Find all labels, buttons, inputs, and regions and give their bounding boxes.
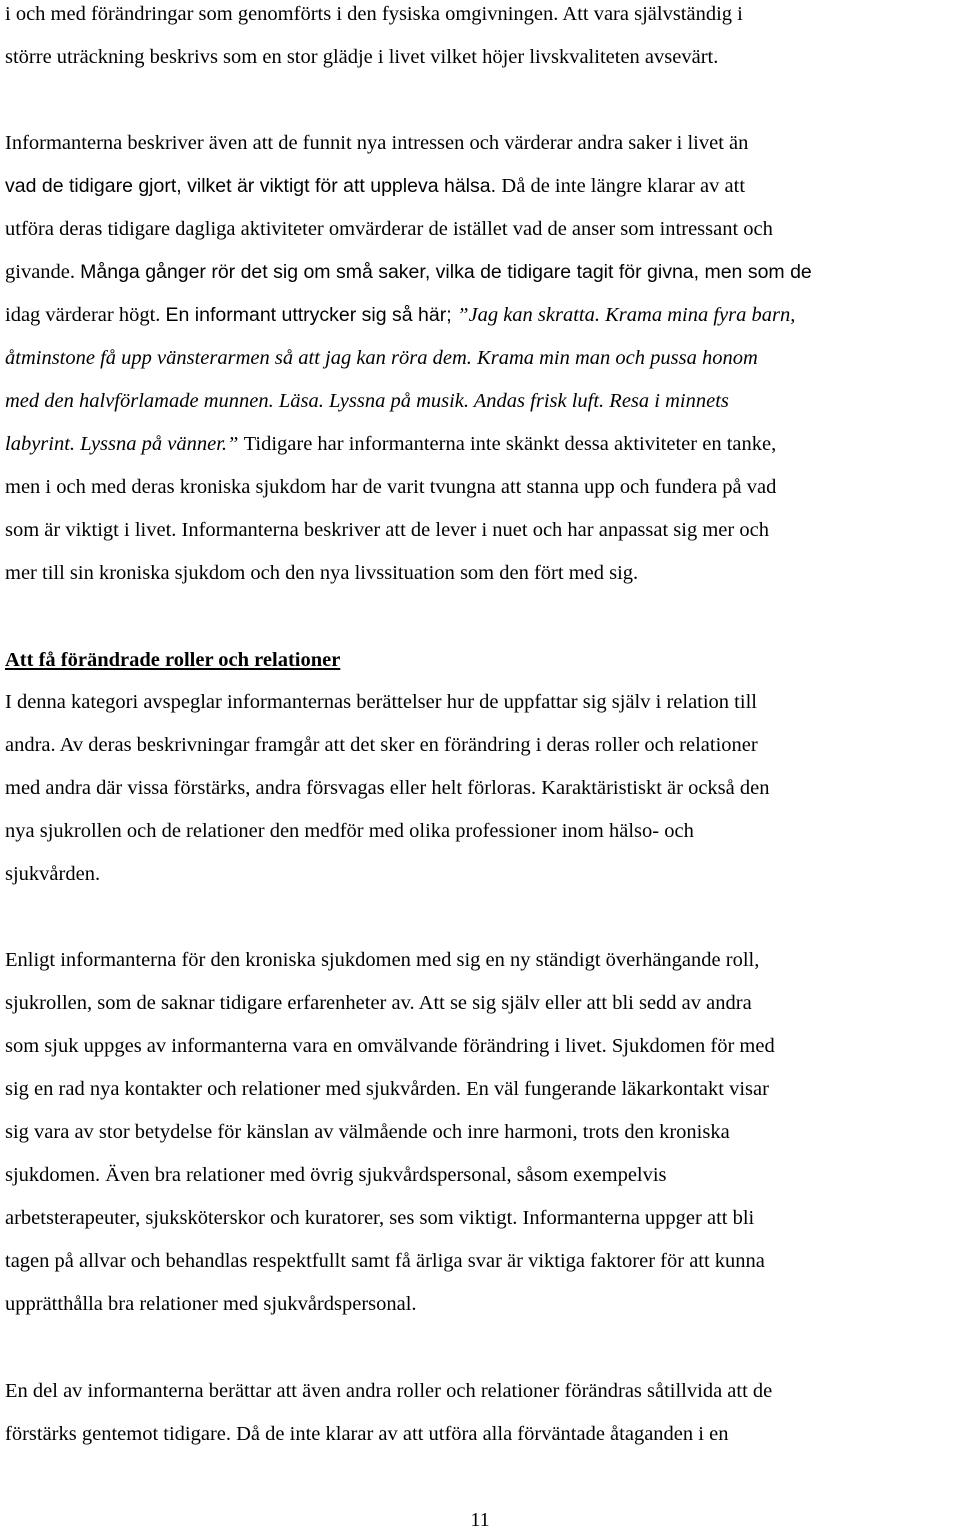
text-run: åtminstone få upp vänsterarmen så att jag kan röra dem. Krama min man och pussa honom: [5, 347, 758, 369]
text-run: sig en rad nya kontakter och relationer med sjukvården. En väl fungerande läkarkontakt visar: [5, 1078, 769, 1100]
text-line: [5, 561, 638, 585]
text-line: [5, 389, 729, 413]
text-line: [5, 1292, 417, 1316]
text-run: andra. Av deras beskrivningar framgår att det sker en förändring i deras roller och relationer: [5, 734, 758, 756]
text-run: Informanterna beskriver även att de funnit nya intressen och värderar andra saker i livet än: [5, 132, 749, 154]
text-run: sjukrollen, som de saknar tidigare erfarenheter av. Att se sig själv eller att bli sedd av andra: [5, 992, 752, 1014]
text-line: [5, 948, 759, 972]
text-line: [5, 346, 758, 370]
text-run: upprätthålla bra relationer med sjukvårdspersonal.: [5, 1293, 417, 1315]
text-run: I denna kategori avspeglar informanternas berättelser hur de uppfattar sig själv i relation till: [5, 691, 757, 713]
text-run: arbetsterapeuter, sjuksköterskor och kuratorer, ses som viktigt. Informanterna uppger att bli: [5, 1207, 755, 1229]
text-line: [5, 1120, 730, 1144]
text-run: men i och med deras kroniska sjukdom har de varit tvungna att stanna upp och fundera på vad: [5, 476, 777, 498]
text-line: [5, 2, 743, 26]
text-line: [5, 45, 718, 69]
text-line: [5, 1163, 667, 1187]
text-run: Då de inte längre klarar av att: [501, 175, 746, 197]
text-line: [5, 1379, 772, 1403]
text-run: sjukdomen. Även bra relationer med övrig sjukvårdspersonal, såsom exempelvis: [5, 1164, 667, 1186]
text-line: [5, 776, 769, 800]
text-run: med den halvförlamade munnen. Läsa. Lyssna på musik. Andas frisk luft. Resa i minnets: [5, 390, 729, 412]
text-run: som är viktigt i livet. Informanterna beskriver att de lever i nuet och har anpassat sig mer och: [5, 519, 769, 541]
text-run: vad de tidigare gjort, vilket är viktigt för att uppleva hälsa.: [5, 175, 502, 197]
text-run: Att få förändrade roller och relationer: [5, 649, 341, 671]
text-run: tagen på allvar och behandlas respektfullt samt få ärliga svar är viktiga faktorer för att kunna: [5, 1250, 765, 1272]
text-line: [5, 303, 795, 327]
text-line: [5, 733, 758, 757]
text-line: [5, 1206, 754, 1230]
text-run: mer till sin kroniska sjukdom och den nya livssituation som den fört med sig.: [5, 562, 639, 584]
text-line: [5, 1422, 728, 1446]
text-line: [5, 1249, 765, 1273]
text-line: [5, 518, 769, 542]
text-line: [5, 1034, 775, 1058]
text-run: Enligt informanterna för den kroniska sjukdomen med sig en ny ständigt överhängande roll,: [5, 949, 760, 971]
text-line: [5, 174, 745, 198]
text-run: Krama mina fyra barn,: [605, 304, 796, 326]
text-run: sig vara av stor betydelse för känslan av välmående och inre harmoni, trots den kroniska: [5, 1121, 730, 1143]
section-heading: [5, 648, 340, 672]
text-run: som sjuk uppges av informanterna vara en omvälvande förändring i livet. Sjukdomen för med: [5, 1035, 775, 1057]
text-line: [5, 991, 752, 1015]
text-run: förstärks gentemot tidigare. Då de inte klarar av att utföra alla förväntade åtaganden i en: [5, 1423, 729, 1445]
text-run: En informant uttrycker sig så här;: [165, 304, 458, 326]
text-run: ”Jag kan skratta.: [457, 304, 606, 326]
text-run: nya sjukrollen och de relationer den medför med olika professioner inom hälso- och: [5, 820, 694, 842]
text-run: sjukvården.: [5, 863, 101, 885]
text-line: [5, 260, 812, 284]
text-line: [5, 690, 757, 714]
text-run: med andra där vissa förstärks, andra försvagas eller helt förloras. Karaktäristiskt är också den: [5, 777, 770, 799]
text-line: [5, 432, 776, 456]
text-run: En del av informanterna berättar att även andra roller och relationer förändras såtillvida att de: [5, 1380, 773, 1402]
text-line: [5, 862, 100, 886]
text-line: [5, 131, 748, 155]
page-number: 11: [470, 1509, 490, 1531]
text-run: Många gånger rör det sig om små saker, vilka de tidigare tagit för givna, men som de: [80, 261, 812, 283]
text-run: idag värderar högt.: [5, 304, 166, 326]
text-run: utföra deras tidigare dagliga aktiviteter omvärderar de istället vad de anser som intressant och: [5, 218, 773, 240]
text-line: [5, 1077, 769, 1101]
text-line: [5, 819, 694, 843]
text-run: större uträckning beskrivs som en stor glädje i livet vilket höjer livskvaliteten avsevärt.: [5, 46, 719, 68]
text-run: labyrint. Lyssna på vänner.”: [5, 433, 244, 455]
text-run: i och med förändringar som genomförts i den fysiska omgivningen. Att vara självständig i: [5, 3, 743, 25]
text-line: [5, 475, 776, 499]
text-line: [5, 217, 773, 241]
text-run: Tidigare har informanterna inte skänkt dessa aktiviteter en tanke,: [243, 433, 777, 455]
text-run: givande.: [5, 261, 81, 283]
